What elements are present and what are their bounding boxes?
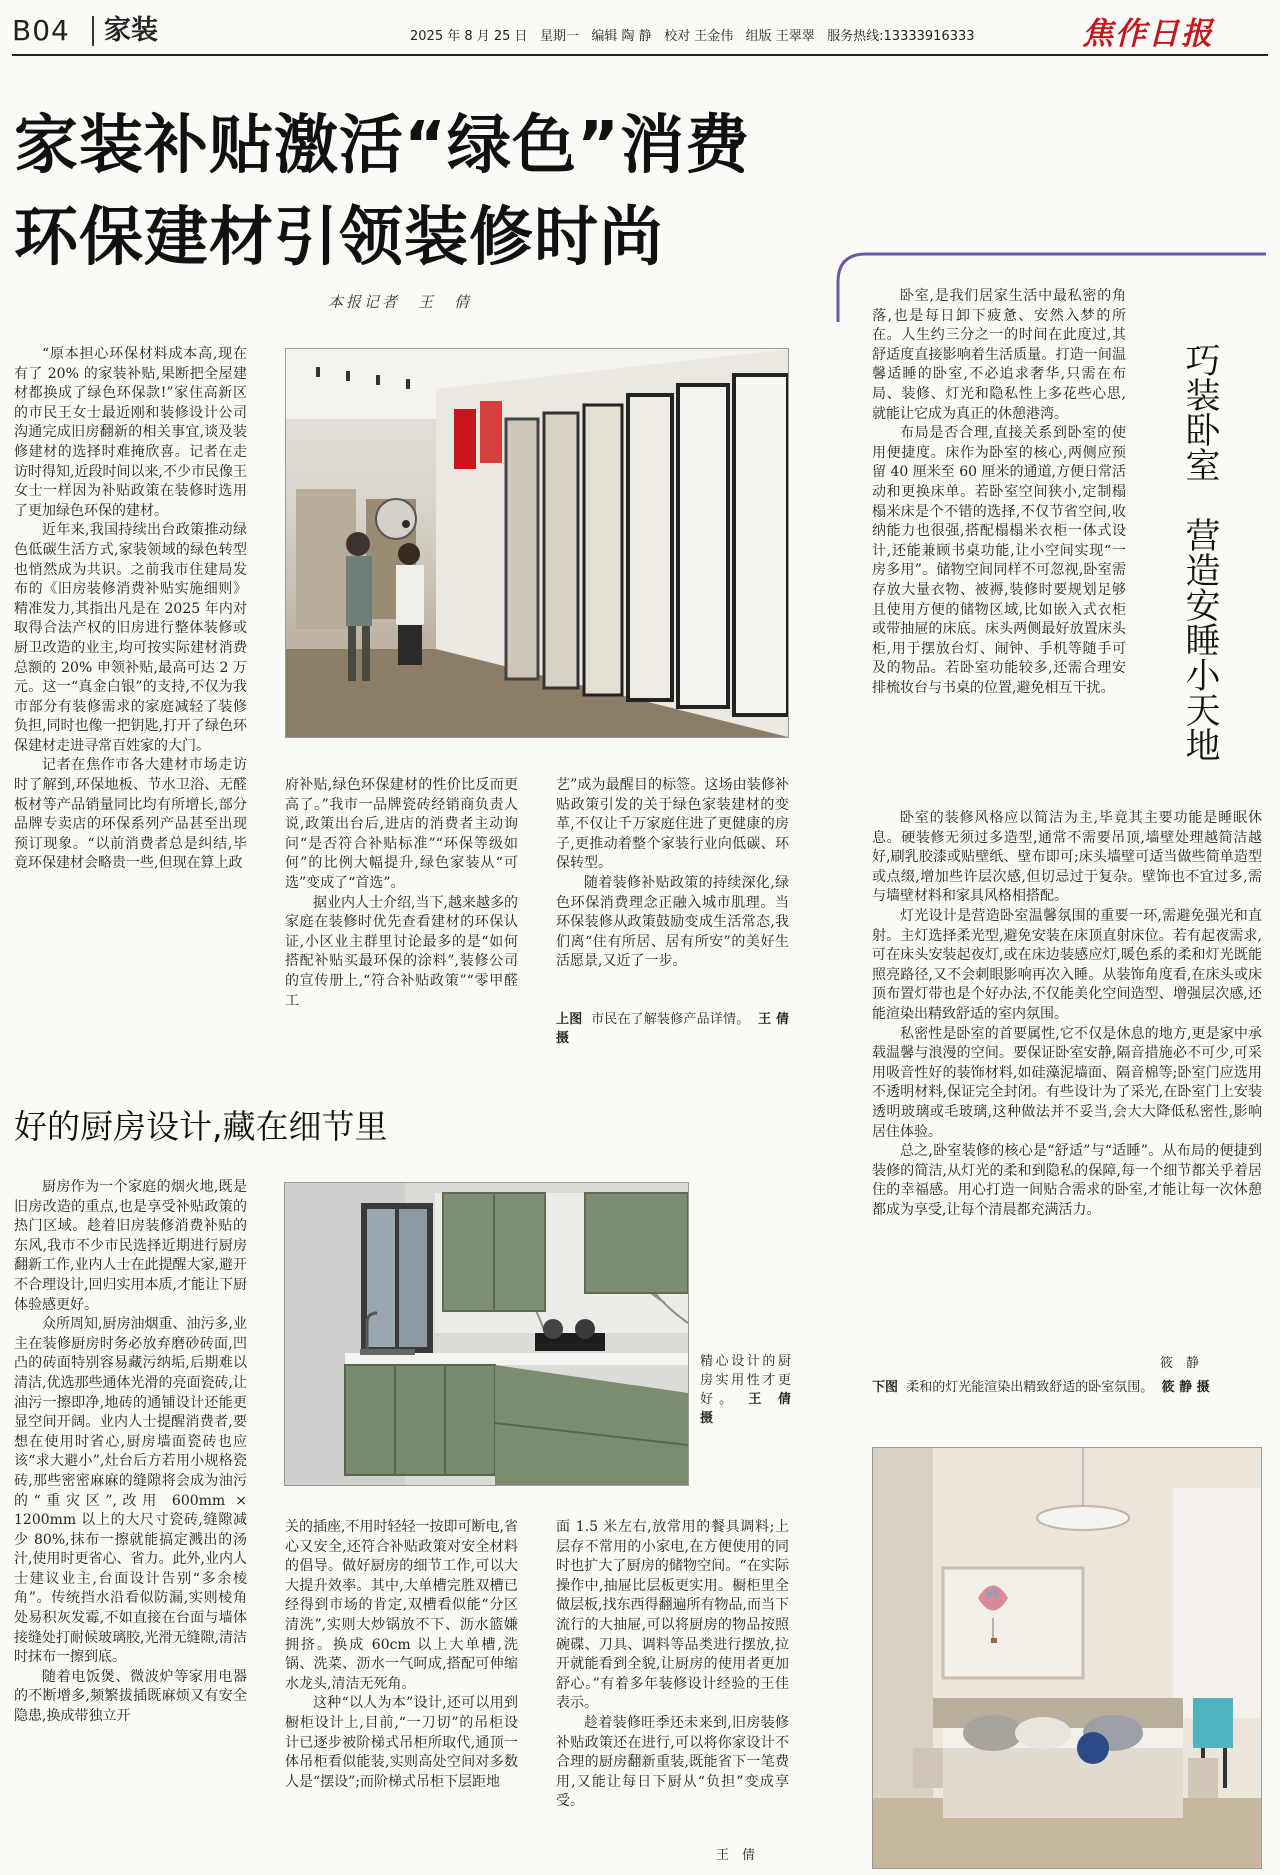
- bedroom-para-5: 私密性是卧室的首要属性,它不仅是休息的地方,更是家中承载温馨与浪漫的空间。要保证卧室安静,隔音措施必不可少,可采用吸音性好的装饰材料,如硅藻泥墙面、隔音棉等;卧室门应选用不透明材料,保证完全封闭。有些设计为了采光,在卧室门上安装透明玻璃或毛玻璃,这种做法并不妥当,会大大降低私密性,影响居住体验。: [872, 1025, 1262, 1140]
- bedroom-illustration: [873, 1448, 1261, 1868]
- kitchen-column-2: [285, 1518, 518, 1868]
- issue-weekday: 星期一: [539, 29, 579, 44]
- lead-column-1: [14, 345, 247, 1040]
- bedroom-column-wide: [872, 809, 1262, 1375]
- lead-para-1: “原本担心环保材料成本高,现在有了 20% 的家装补贴,果断把全屋建材都换成了绿色环保款!”家住高新区的市民王女士最近刚和装修设计公司沟通完成旧房翻新的相关事宜,谈及装修建材的选择时难掩欣喜。记者在走访时得知,近段时间以来,不少市民像王女士一样因为补贴政策在装修时选用了更加绿色环保的建材。: [14, 346, 247, 519]
- bedroom-caption-text: 柔和的灯光能渲染出精致舒适的卧室氛围。: [906, 1380, 1154, 1395]
- bedroom-headline: 巧装卧室 营造安睡小天地: [1180, 342, 1220, 762]
- lead-para-4: 府补贴,绿色环保建材的性价比反而更高了。”我市一品牌瓷砖经销商负责人说,政策出台后,进店的消费者主动询问“是否符合补贴标准”“环保等级如何”的比例大幅提升,绿色家装从“可选”变成了“首选”。: [285, 777, 518, 891]
- kitchen-para-7: 趁着装修旺季还未来到,旧房装修补贴政策还在进行,可以将你家设计不合理的厨房翻新重装,既能省下一笔费用,又能让每日下厨从“负担”变成享受。: [556, 1714, 789, 1810]
- kitchen-column-3: [556, 1518, 789, 1846]
- kitchen-caption-text: 精心设计的厨房实用性才更好。: [700, 1354, 793, 1407]
- kitchen-column-1: [14, 1178, 247, 1868]
- bedroom-para-6: 总之,卧室装修的核心是“舒适”与“适睡”。从布局的便捷到装修的简洁,从灯光的柔和到隐私的保障,每一个细节都关乎着居住的幸福感。用心打造一间贴合需求的卧室,才能让每一次休憩都成为享受,让每个清晨都充满活力。: [872, 1143, 1262, 1218]
- issue-date: 2025 年 8 月 25 日: [410, 29, 528, 44]
- bedroom-para-1: 卧室,是我们居家生活中最私密的角落,也是每日卸下疲惫、安然入梦的所在。人生约三分之一的时间在此度过,其舒适度直接影响着生活质量。打造一间温馨适睡的卧室,不必追求奢华,只需在布局、装修、灯光和隐私性上多花些心思,就能让它成为真正的休憩港湾。: [872, 288, 1126, 422]
- section-name: 家装: [104, 15, 158, 46]
- kitchen-headline: 好的厨房设计,藏在细节里: [14, 1107, 388, 1146]
- lead-photo-caption: [556, 1010, 789, 1048]
- kitchen-para-4: 关的插座,不用时轻轻一按即可断电,省心又安全,还符合补贴政策对安全材料的倡导。做好厨房的细节工作,可以大大提升效率。其中,大单槽完胜双槽已经得到市场的肯定,双槽看似能“分区清洗”,实则大炒锅放不下、沥水篮嫌拥挤。换成 60cm 以上大单槽,洗锅、洗菜、沥水一气呵成,搭配可伸缩水龙头,清洁无死角。: [285, 1519, 518, 1692]
- bedroom-para-3: 卧室的装修风格应以简洁为主,毕竟其主要功能是睡眠休息。硬装修无须过多造型,通常不需要吊顶,墙壁处理越简洁越好,刷乳胶漆或贴壁纸、壁布即可;床头墙壁可适当做些简单造型或点缀,增加些许层次感,但切忌过于复杂。壁饰也不宜过多,需与墙壁材料和家具风格相搭配。: [872, 810, 1262, 905]
- kitchen-para-1: 厨房作为一个家庭的烟火地,既是旧房改造的重点,也是享受补贴政策的热门区域。趁着旧房装修消费补贴的东风,我市不少市民选择近期进行厨房翻新工作,业内人士在此提醒大家,避开不合理设计,回归实用本质,才能让下厨体验感更好。: [14, 1179, 247, 1313]
- layout-editor: 组版 王翠翠: [745, 29, 815, 44]
- showroom-illustration: [286, 349, 788, 737]
- kitchen-caption-credit: 王 倩 摄: [700, 1392, 793, 1426]
- editor: 编辑 陶 静: [591, 29, 652, 44]
- lead-para-2: 近年来,我国持续出台政策推动绿色低碳生活方式,家装领域的绿色转型也悄然成为共识。之前我市住建局发布的《旧房装修消费补贴实施细则》精准发力,其指出凡是在 2025 年内对取得合法产权的旧房进行整体装修或厨卫改造的业主,均可按实际建材消费总额的 20% 申领补贴,最高可达 2 万元。这一“真金白银”的支持,不仅为我市部分有装修需求的家庭减轻了装修负担,同时也像一把钥匙,打开了绿色环保建材走进寻常百姓家的大门。: [14, 522, 247, 754]
- kitchen-photo-caption: [700, 1352, 793, 1428]
- bedroom-end-credit: 筱 静: [1160, 1356, 1200, 1371]
- lead-column-2: [285, 776, 518, 1062]
- lead-caption-label: 上图: [556, 1012, 583, 1027]
- lead-byline: 本报记者 王 倩: [328, 293, 473, 311]
- page-number: B04: [12, 14, 70, 47]
- lead-caption-credit: 王 倩 摄: [556, 1012, 789, 1046]
- kitchen-para-2: 众所周知,厨房油烟重、油污多,业主在装修厨房时务必放弃磨砂砖面,凹凸的砖面特别容易藏污纳垢,后期难以清洁,优选那些通体光滑的亮面瓷砖,让油污一擦即净,地砖的通铺设计还能更显空间开阔。业内人士提醒消费者,要想在使用时省心,厨房墙面瓷砖也应该“求大避小”,灶台后方若用小规格瓷砖,那些密密麻麻的缝隙将会成为油污的“重灾区”,改用 600mm × 1200mm 以上的大尺寸瓷砖,缝隙减少 80%,抹布一擦就能搞定溅出的汤汁,使用时更省心、省力。此外,业内人士建议业主,台面设计告别“多余棱角”。传统挡水沿看似防漏,实则棱角处易积灰发霉,不如直接在台面与墙体接缝处打耐候玻璃胶,光滑无缝隙,清洁时抹布一擦到底。: [14, 1316, 247, 1666]
- paper-logo: 焦作日报: [1082, 16, 1214, 52]
- kitchen-photo: [284, 1182, 689, 1486]
- lead-column-3: [556, 776, 789, 1008]
- masthead-divider: [92, 16, 94, 46]
- masthead-rule: [12, 54, 1268, 56]
- kitchen-illustration: [285, 1183, 688, 1485]
- bedroom-caption-label: 下图: [872, 1380, 899, 1395]
- bedroom-para-2: 布局是否合理,直接关系到卧室的使用便捷度。床作为卧室的核心,两侧应预留 40 厘米至 60 厘米的通道,方便日常活动和更换床单。若卧室空间狭小,定制榻榻米床是个不错的选择,不仅节省空间,收纳能力也很强,搭配榻榻米衣柜一体式设计,还能兼顾书桌功能,让小空间实现“一房多用”。储物空间同样不可忽视,卧室需存放大量衣物、被褥,装修时要规划足够且使用方便的储物区域,比如嵌入式衣柜或带抽屉的床底。床头两侧最好放置床头柜,用于摆放台灯、闹钟、手机等随手可及的物品。若卧室功能较多,还需合理安排梳妆台与书桌的位置,避免相互干扰。: [872, 425, 1126, 696]
- bedroom-photo-caption: [872, 1378, 1262, 1397]
- lead-para-3: 记者在焦作市各大建材市场走访时了解到,环保地板、节水卫浴、无醛板材等产品销量同比均有所增长,部分品牌专卖店的环保系列产品甚至出现预订现象。“以前消费者总是纠结,毕竟环保建材会略贵一些,但现在算上政: [14, 757, 247, 872]
- kitchen-para-3: 随着电饭煲、微波炉等家用电器的不断增多,频繁拔插既麻烦又有安全隐患,换成带独立开: [14, 1668, 247, 1725]
- lead-headline-line-2: 环保建材引领装修时尚: [14, 201, 664, 275]
- bedroom-photo: [872, 1447, 1262, 1869]
- bedroom-para-4: 灯光设计是营造卧室温馨氛围的重要一环,需避免强光和直射。主灯选择柔光型,避免安装在床顶直射床位。若有起夜需求,可在床头安装起夜灯,或在床边装感应灯,暖色系的柔和灯光既能照亮路径,又不会刺眼影响再次入睡。从装饰角度看,在床头或床顶布置灯带也是个好办法,不仅能美化空间造型、增强层次感,还能渲染出精致舒适的室内氛围。: [872, 907, 1262, 1022]
- tile-showroom-photo: [285, 348, 789, 738]
- masthead-info: [410, 29, 975, 45]
- proofreader: 校对 王金伟: [664, 29, 734, 44]
- lead-para-5: 据业内人士介绍,当下,越来越多的家庭在装修时优先查看建材的环保认证,小区业主群里讨论最多的是“如何搭配补贴买最环保的涂料”,装修公司的宣传册上,“符合补贴政策”“零甲醛工: [285, 894, 518, 1009]
- kitchen-end-credit: 王 倩: [716, 1848, 756, 1863]
- lead-headline-line-1: 家装补贴激活“绿色”消费: [14, 109, 751, 183]
- kitchen-para-5: 这种“以人为本”设计,还可以用到橱柜设计上,目前,“一刀切”的吊柜设计已逐步被阶梯式吊柜所取代,通顶一体吊柜看似能装,实则高处空间对多数人是“摆设”;而阶梯式吊柜下层距地: [285, 1695, 518, 1790]
- lead-para-6: 艺”成为最醒目的标签。这场由装修补贴政策引发的关于绿色家装建材的变革,不仅让千万家庭住进了更健康的房子,更推动着整个家装行业向低碳、环保转型。: [556, 777, 789, 872]
- kitchen-para-6: 面 1.5 米左右,放常用的餐具调料;上层存不常用的小家电,在方便使用的同时也扩大了厨房的储物空间。“在实际操作中,抽屉比层板更实用。橱柜里全做层板,找东西得翻遍所有物品,而当下流行的大抽屉,可以将厨房的物品按照碗碟、刀具、调料等品类进行摆放,拉开就能看到全貌,让厨房的使用者更加舒心。”有着多年装修设计经验的王佳表示。: [556, 1519, 789, 1712]
- bedroom-column-top: [872, 287, 1126, 807]
- lead-caption-text: 市民在了解装修产品详情。: [591, 1012, 750, 1027]
- service-hotline: 服务热线:13333916333: [827, 29, 975, 44]
- bedroom-caption-credit: 筱 静 摄: [1161, 1380, 1210, 1395]
- lead-para-7: 随着装修补贴政策的持续深化,绿色环保消费理念正融入城市肌理。当环保装修从政策鼓励变成生活常态,我们离“住有所居、居有所安”的美好生活愿景,又近了一步。: [556, 874, 789, 970]
